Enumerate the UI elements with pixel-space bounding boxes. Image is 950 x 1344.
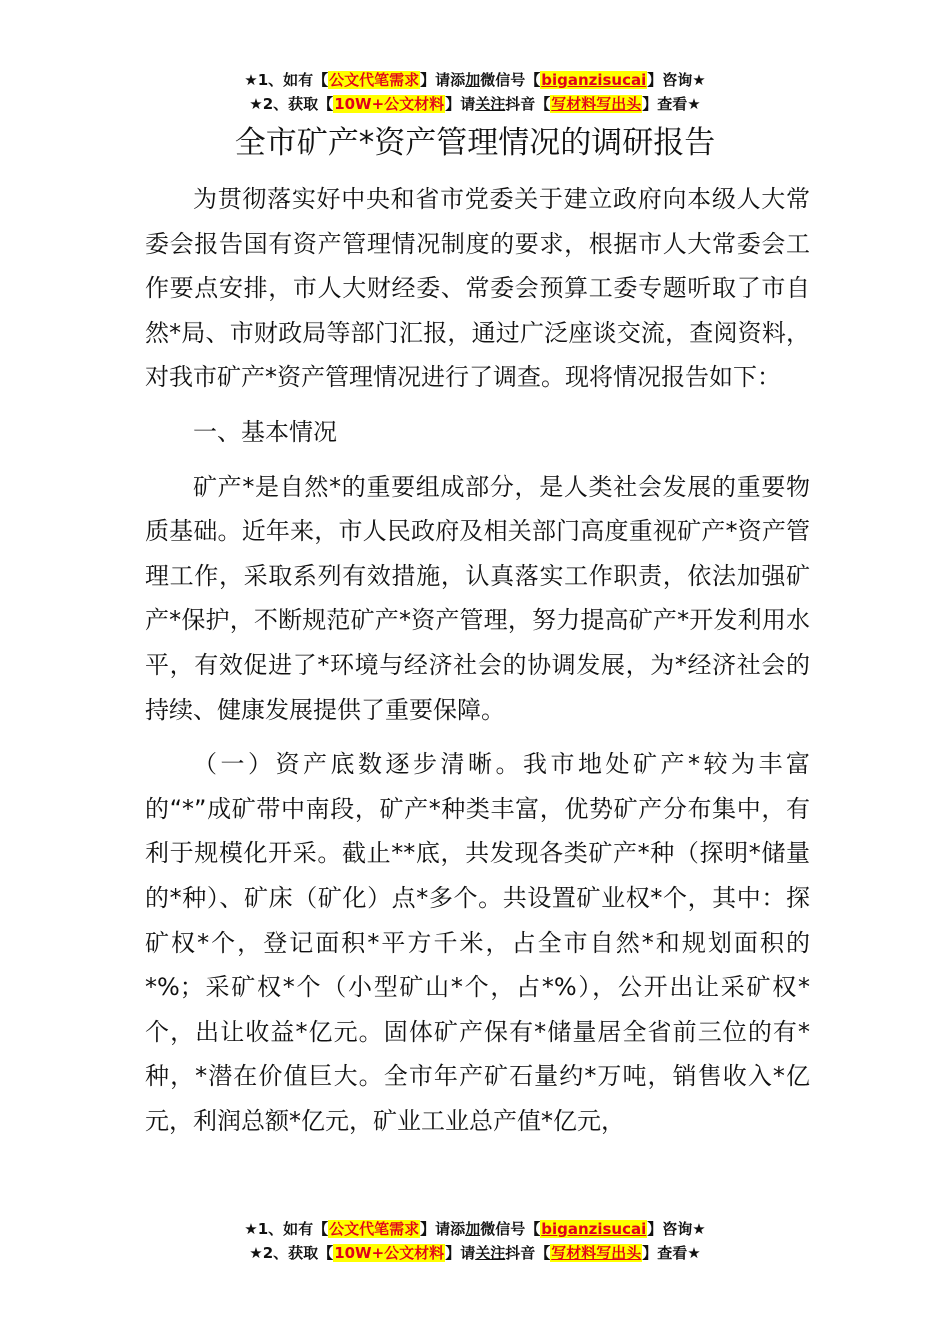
promo-line-1 <box>0 68 950 92</box>
promo-highlight-service: 公文代笔需求 <box>329 71 420 89</box>
promo-line-1 <box>0 1217 950 1241</box>
promo-text: ★2、获取【 <box>249 95 334 113</box>
promo-text-underlined: 加 <box>465 71 481 89</box>
promo-wechat-id[interactable]: biganzisucai <box>541 1220 647 1238</box>
promo-text: 抖音【 <box>505 1244 551 1262</box>
promo-text: 抖音【 <box>505 95 551 113</box>
promo-line-2 <box>0 1241 950 1265</box>
promo-wechat-id[interactable]: biganzisucai <box>541 71 647 89</box>
intro-paragraph: 为贯彻落实好中央和省市党委关于建立政府向本级人大常委会报告国有资产管理情况制度的要求，根据市人大常委会工作要点安排，市人大财经委、常委会预算工委专题听取了市自然*局、市财政局等部门汇报，通过广泛座谈交流，查阅资料，对我市矿产*资产管理情况进行了调查。现将情况报告如下： <box>145 185 810 392</box>
promo-text: ★1、如有【 <box>244 1220 329 1238</box>
promo-text: 】查看★ <box>642 1244 701 1262</box>
promo-text: 】请 <box>445 95 476 113</box>
promo-banner-top <box>0 68 950 116</box>
promo-line-2 <box>0 92 950 116</box>
promo-highlight-service: 公文代笔需求 <box>329 1220 420 1238</box>
promo-text: 微信号【 <box>480 71 541 89</box>
promo-text-underlined: 加 <box>465 1220 481 1238</box>
promo-text: 微信号【 <box>480 1220 541 1238</box>
promo-banner-bottom <box>0 1217 950 1265</box>
promo-douyin-account[interactable]: 写材料写出头 <box>551 95 642 113</box>
promo-text-underlined: 关注 <box>475 95 506 113</box>
promo-highlight-materials: 10W+公文材料 <box>334 1244 445 1262</box>
promo-text: 】查看★ <box>642 95 701 113</box>
promo-text-underlined: 关注 <box>475 1244 506 1262</box>
body-paragraph: （一）资产底数逐步清晰。我市地处矿产*较为丰富的“*”成矿带中南段，矿产*种类丰富，优势矿产分布集中，有利于规模化开采。截止**底，共发现各类矿产*种（探明*储量的*种）、矿床（矿化）点*多个。共设置矿业权*个，其中：探矿权*个，登记面积*平方千米，占全市自然*和规划面积的*%；采矿权*个（小型矿山*个，占*%），公开出让采矿权*个，出让收益*亿元。固体矿产保有*储量居全省前三位的有*种，*潜在价值巨大。全市年产矿石量约*万吨，销售收入*亿元，利润总额*亿元，矿业工业总产值*亿元， <box>145 750 810 1135</box>
document-title: 全市矿产*资产管理情况的调研报告 <box>234 125 716 161</box>
section-heading: 一、基本情况 <box>193 417 337 446</box>
document-body <box>145 177 810 1143</box>
promo-text: ★1、如有【 <box>244 71 329 89</box>
promo-highlight-materials: 10W+公文材料 <box>334 95 445 113</box>
promo-text: 】请添 <box>420 1220 466 1238</box>
promo-text: 】咨询★ <box>647 1220 706 1238</box>
body-paragraph: 矿产*是自然*的重要组成部分，是人类社会发展的重要物质基础。近年来，市人民政府及相关部门高度重视矿产*资产管理工作，采取系列有效措施，认真落实工作职责，依法加强矿产*保护，不断规范矿产*资产管理，努力提高矿产*开发利用水平，有效促进了*环境与经济社会的协调发展，为*经济社会的持续、健康发展提供了重要保障。 <box>145 472 810 724</box>
promo-text: ★2、获取【 <box>249 1244 334 1262</box>
promo-text: 】请 <box>445 1244 476 1262</box>
promo-text: 】请添 <box>420 71 466 89</box>
promo-douyin-account[interactable]: 写材料写出头 <box>551 1244 642 1262</box>
promo-text: 】咨询★ <box>647 71 706 89</box>
